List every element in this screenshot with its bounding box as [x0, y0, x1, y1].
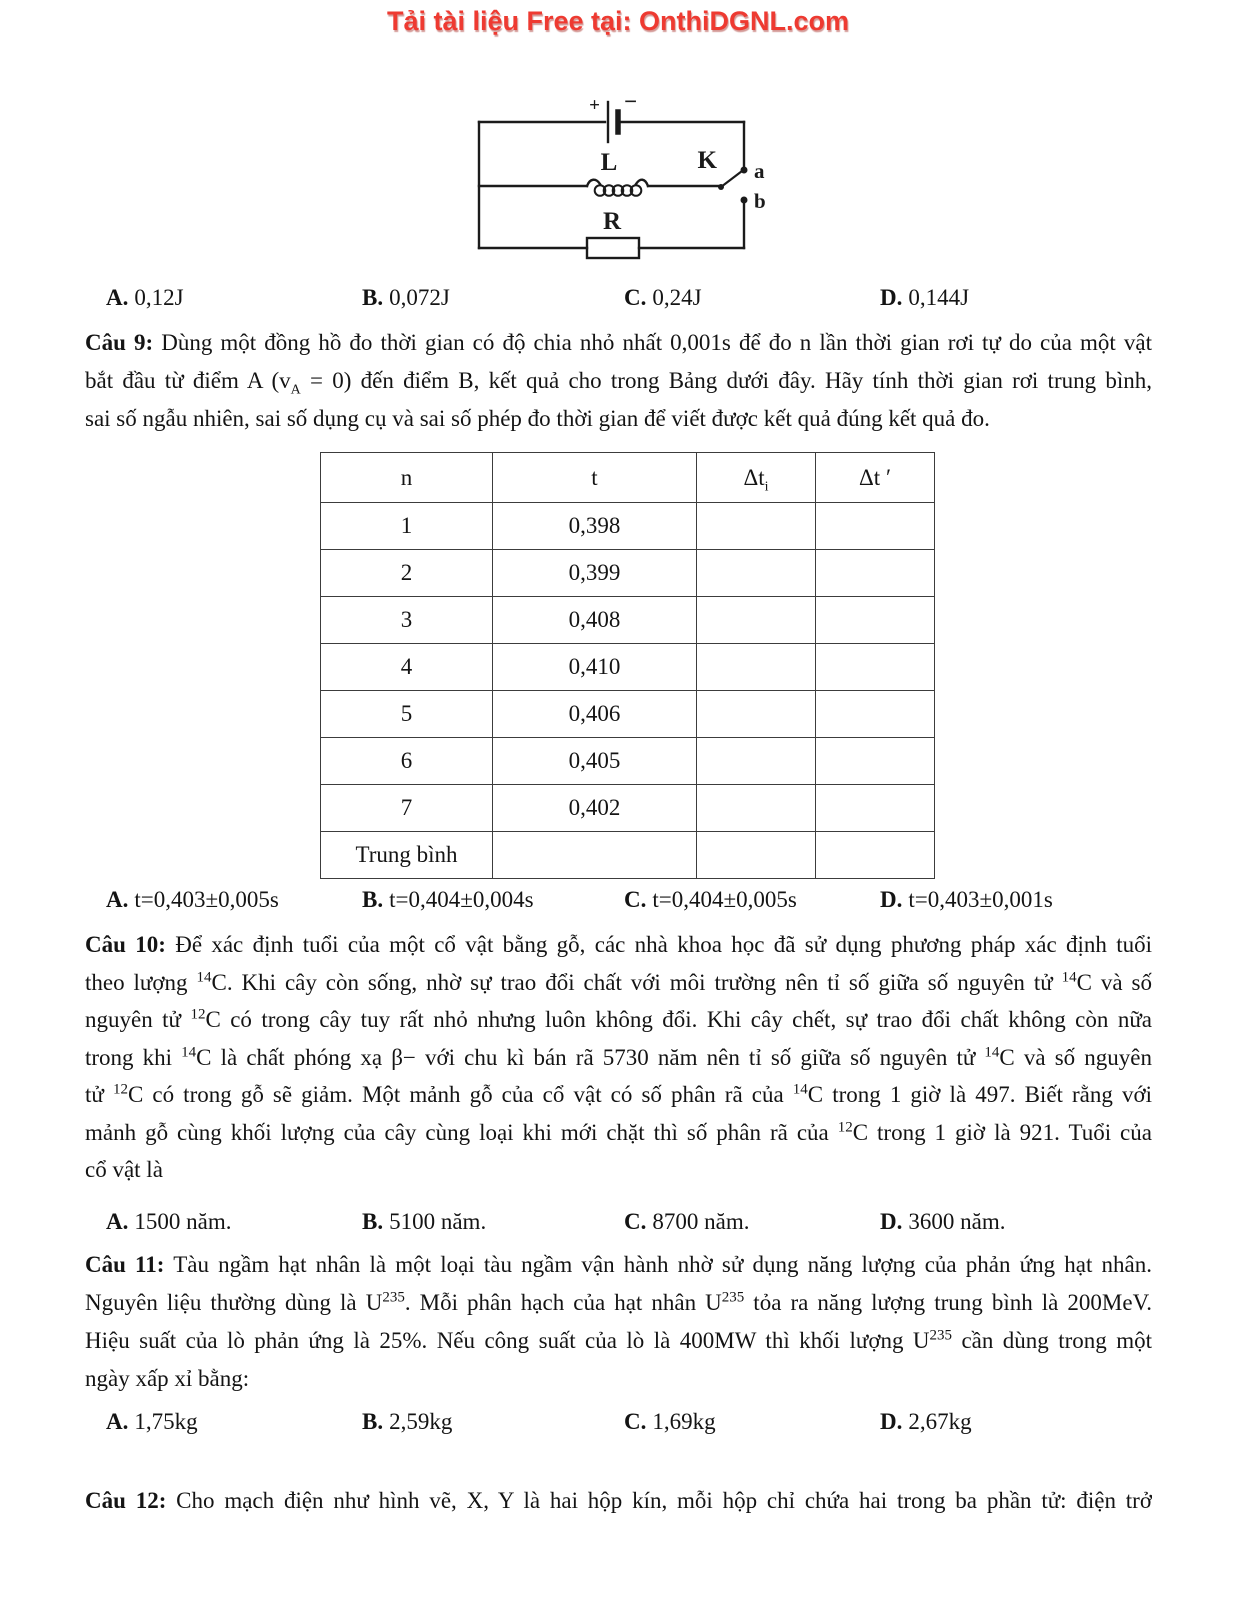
text-line: cổ vật là: [85, 1157, 163, 1182]
option-value: 1500 năm.: [134, 1209, 232, 1234]
column-header: $\Delta t_i$: [697, 453, 816, 503]
table-row: [321, 503, 935, 550]
option-d: [880, 1406, 1152, 1438]
option-letter: A.: [106, 1209, 129, 1234]
option-b: [362, 884, 624, 916]
option-b: [362, 1206, 624, 1238]
circuit-figure: [452, 88, 774, 270]
option-letter: C.: [624, 1409, 647, 1434]
table-cell: [816, 644, 935, 691]
table-row: [321, 738, 935, 785]
option-a: [106, 282, 362, 314]
option-c: [624, 282, 880, 314]
q9-options-row: [85, 884, 1152, 916]
option-value: 2,59kg: [389, 1409, 453, 1434]
question-10-text: [85, 926, 1152, 1189]
option-value: 1,75kg: [134, 1409, 198, 1434]
option-letter: D.: [880, 887, 903, 912]
text-line: Câu 9: Dùng một đồng hồ đo thời gian có độ chia nhỏ nhất 0,001s để đo n lần thời gian rơi tự do của một vật: [85, 330, 1152, 355]
option-a: [106, 1406, 362, 1438]
table-cell: 0,398: [493, 503, 697, 550]
table-row: [321, 691, 935, 738]
table-cell: [816, 738, 935, 785]
option-c: [624, 884, 880, 916]
resistor-icon: [587, 208, 639, 258]
inductor-label: L: [600, 149, 618, 176]
option-letter: D.: [880, 285, 903, 310]
option-a: [106, 1206, 362, 1238]
option-letter: C.: [624, 887, 647, 912]
battery-minus-label: −: [624, 89, 638, 114]
table-cell: 7: [321, 785, 493, 832]
table-cell: 5: [321, 691, 493, 738]
option-letter: D.: [880, 1209, 903, 1234]
question-12-text: [85, 1482, 1152, 1520]
option-d: [880, 884, 1152, 916]
table-row: [321, 644, 935, 691]
table-cell: 0,399: [493, 550, 697, 597]
measurement-table: [320, 452, 935, 879]
table-cell: [697, 503, 816, 550]
text-line: mảnh gỗ cùng khối lượng của cây cùng loại khi mới chặt thì số phân rã của $^{12}$C trong 1 giờ là 921. Tuổi của: [85, 1118, 1152, 1145]
contact-a-dot: [741, 167, 748, 174]
table-cell: 1: [321, 503, 493, 550]
option-value: 8700 năm.: [652, 1209, 750, 1234]
table-cell: [816, 597, 935, 644]
option-d: [880, 1206, 1152, 1238]
option-value: 1,69kg: [652, 1409, 716, 1434]
table-cell: [697, 550, 816, 597]
contact-b-dot: [741, 197, 748, 204]
q11-options-row: [85, 1406, 1152, 1438]
table-cell: [697, 832, 816, 879]
option-letter: B.: [362, 887, 384, 912]
option-letter: A.: [106, 285, 129, 310]
table-cell: [697, 738, 816, 785]
page-header: [0, 6, 1236, 37]
option-value: t=0,404±0,005s: [652, 887, 797, 912]
text-line: ngày xấp xỉ bằng:: [85, 1366, 250, 1391]
table-cell: [493, 832, 697, 879]
option-letter: C.: [624, 285, 647, 310]
table-cell: [816, 832, 935, 879]
table-cell: [697, 597, 816, 644]
option-b: [362, 282, 624, 314]
switch-label: K: [697, 147, 717, 174]
table-row: [321, 785, 935, 832]
text-line: Hiệu suất của lò phản ứng là 25%. Nếu công suất của lò là 400MW thì khối lượng $U^{235}$ cần dùng trong một: [85, 1327, 1152, 1353]
site-link[interactable]: Tải tài liệu Free tại: OnthiDGNL.com: [386, 6, 850, 36]
table-cell: 6: [321, 738, 493, 785]
option-value: t=0,404±0,004s: [389, 887, 534, 912]
text-line: Câu 11: Tàu ngầm hạt nhân là một loại tàu ngầm vận hành nhờ sử dụng năng lượng của phản ứng hạt nhân.: [85, 1252, 1152, 1277]
option-b: [362, 1406, 624, 1438]
switch-icon: [698, 147, 766, 213]
option-a: [106, 884, 362, 916]
battery-icon: [589, 89, 637, 142]
option-value: 2,67kg: [908, 1409, 972, 1434]
option-d: [880, 282, 1152, 314]
table-row: [321, 550, 935, 597]
option-value: 0,072J: [389, 285, 450, 310]
option-value: 5100 năm.: [389, 1209, 487, 1234]
text-line: theo lượng $^{14}$C. Khi cây còn sống, nhờ sự trao đổi chất với môi trường nên tỉ số giữa số nguyên tử $^{14}$C và số: [85, 968, 1152, 995]
table-row-average: [321, 832, 935, 879]
column-header: t: [493, 453, 697, 503]
option-letter: C.: [624, 1209, 647, 1234]
table-cell: [697, 785, 816, 832]
option-c: [624, 1406, 880, 1438]
battery-plus-label: +: [589, 95, 600, 116]
option-value: t=0,403±0,001s: [908, 887, 1053, 912]
text-line: tử $^{12}$C có trong gỗ sẽ giảm. Một mảnh gỗ của cổ vật có số phân rã của $^{14}$C trong 1 giờ là 497. Biết rằng với: [85, 1081, 1152, 1107]
option-value: 0,12J: [134, 285, 184, 310]
table-cell: 0,405: [493, 738, 697, 785]
question-9-text: [85, 324, 1152, 438]
contact-a-label: a: [754, 159, 765, 183]
table-cell: 3: [321, 597, 493, 644]
option-value: 3600 năm.: [908, 1209, 1006, 1234]
resistor-label: R: [602, 208, 622, 235]
text-line: nguyên tử $^{12}$C có trong cây tuy rất nhỏ nhưng luôn không đổi. Khi cây chết, sự trao đổi chất không còn nữa: [85, 1006, 1152, 1032]
option-value: 0,144J: [908, 285, 970, 310]
option-letter: D.: [880, 1409, 903, 1434]
option-letter: B.: [362, 285, 384, 310]
option-c: [624, 1206, 880, 1238]
table-cell: Trung bình: [321, 832, 493, 879]
text-line: sai số ngẫu nhiên, sai số dụng cụ và sai số phép đo thời gian để viết được kết quả đúng kết quả đo.: [85, 406, 990, 431]
contact-b-label: b: [754, 189, 766, 213]
table-cell: 0,406: [493, 691, 697, 738]
column-header: n: [321, 453, 493, 503]
table-header-row: [321, 453, 935, 503]
table-cell: [816, 691, 935, 738]
option-letter: A.: [106, 887, 129, 912]
option-value: t=0,403±0,005s: [134, 887, 279, 912]
table-cell: 0,410: [493, 644, 697, 691]
column-header: Δt ′: [816, 453, 935, 503]
text-line: trong khi $^{14}$C là chất phóng xạ β− với chu kì bán rã 5730 năm nên tỉ số giữa số nguyên tử $^{14}$C và số nguyên: [85, 1043, 1152, 1070]
table-cell: [816, 550, 935, 597]
q8-options-row: [85, 282, 1152, 314]
option-letter: A.: [106, 1409, 129, 1434]
option-letter: B.: [362, 1409, 384, 1434]
table-cell: 4: [321, 644, 493, 691]
text-line: bắt đầu từ điểm A $(v_A = 0)$ đến điểm B, kết quả cho trong Bảng dưới đây. Hãy tính thời gian rơi trung bình,: [85, 368, 1152, 398]
table-cell: 0,408: [493, 597, 697, 644]
table-cell: 0,402: [493, 785, 697, 832]
inductor-icon: [587, 149, 648, 196]
table-cell: [697, 644, 816, 691]
switch-lever: [721, 171, 742, 187]
table-cell: [816, 503, 935, 550]
text-line: Nguyên liệu thường dùng là $U^{235}$. Mỗi phân hạch của hạt nhân $U^{235}$ tỏa ra năng lượng trung bình là 200MeV.: [85, 1289, 1152, 1315]
text-line: Câu 12: Cho mạch điện như hình vẽ, X, Y là hai hộp kín, mỗi hộp chỉ chứa hai trong ba phần tử: điện trở: [85, 1488, 1152, 1513]
option-letter: B.: [362, 1209, 384, 1234]
table-cell: [697, 691, 816, 738]
table-row: [321, 597, 935, 644]
text-line: Câu 10: Để xác định tuổi của một cổ vật bằng gỗ, các nhà khoa học đã sử dụng phương pháp xác định tuổi: [85, 932, 1152, 957]
table-cell: [816, 785, 935, 832]
option-value: 0,24J: [652, 285, 702, 310]
question-11-text: [85, 1246, 1152, 1398]
table-cell: 2: [321, 550, 493, 597]
q10-options-row: [85, 1206, 1152, 1238]
